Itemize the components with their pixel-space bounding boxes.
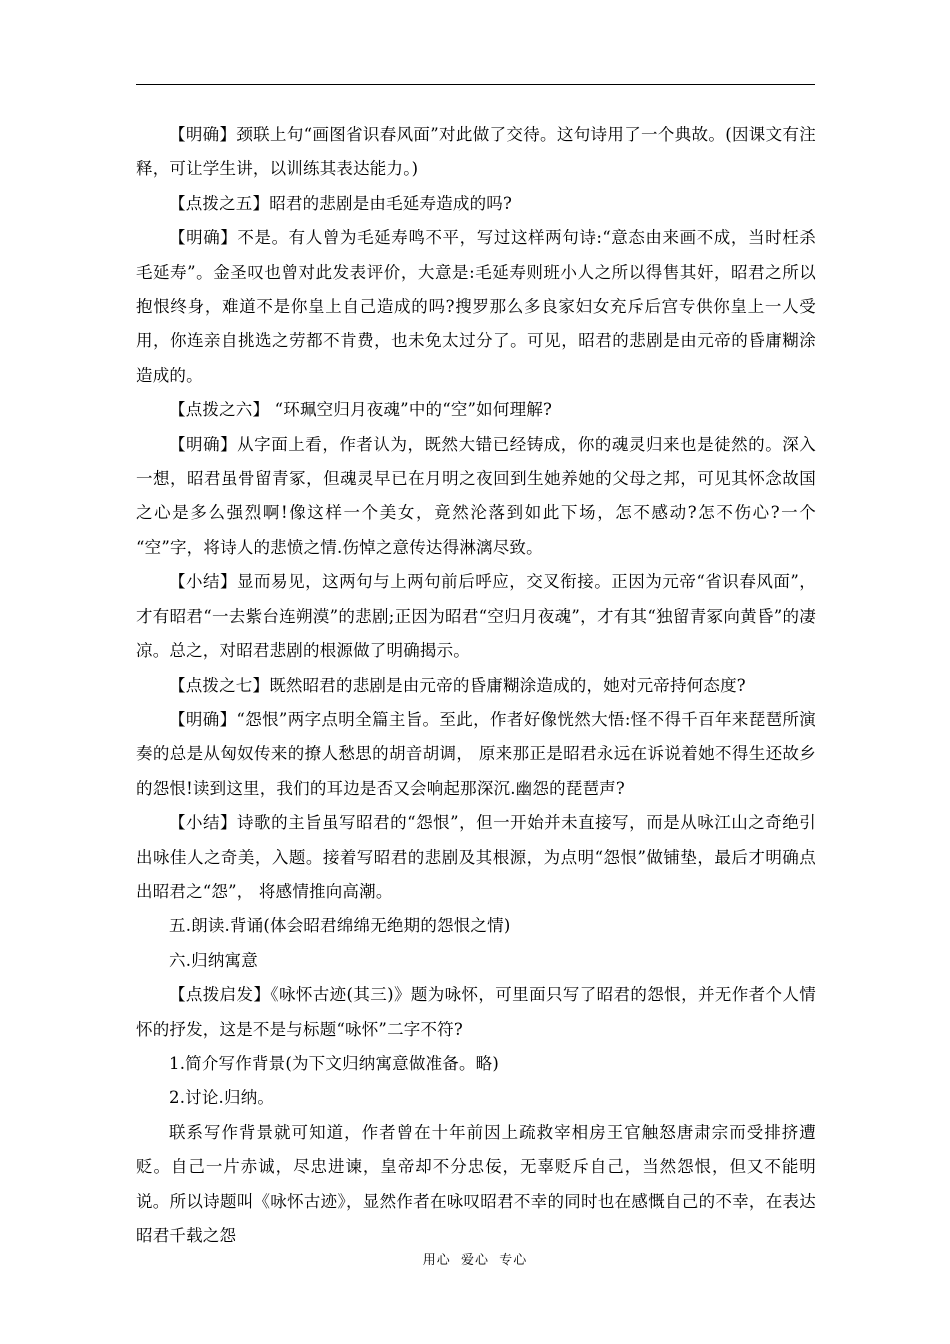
paragraph: 【点拨启发】《咏怀古迹(其三)》题为咏怀，可里面只写了昭君的怨恨，并无作者个人情怀的抒发，这是不是与标题“咏怀”二字不符? <box>136 985 816 1039</box>
paragraph: 【小结】诗歌的主旨虽写昭君的“怨恨”，但一开始并未直接写，而是从咏江山之奇绝引出咏佳人之奇美，入题。接着写昭君的悲剧及其根源，为点明“怨恨”做铺垫，最后才明确点出昭君之“怨”， 将感情推向高潮。 <box>136 813 816 901</box>
header-rule <box>136 84 815 85</box>
paragraph: 联系写作背景就可知道，作者曾在十年前因上疏救宰相房王官触怒唐肃宗而受排挤遭贬。自己一片赤诚，尽忠进谏，皇帝却不分忠佞，无辜贬斥自己，当然怨恨，但又不能明说。所以诗题叫《咏怀古迹》，显然作者在咏叹昭君不幸的同时也在感慨自己的不幸，在表达昭君千载之怨 <box>136 1122 816 1245</box>
paragraph: 【点拨之六】 “环珮空归月夜魂”中的“空”如何理解? <box>169 400 553 420</box>
paragraph: 【明确】“怨恨”两字点明全篇主旨。至此，作者好像恍然大悟:怪不得千百年来琵琶所演奏的总是从匈奴传来的撩人愁思的胡音胡调， 原来那正是昭君永远在诉说着她不得生还故乡的怨恨!读到这里，我们的耳边是否又会响起那深沉.幽怨的琵琶声? <box>136 709 816 798</box>
page-footer: 用心 爱心 专心 <box>422 1253 528 1268</box>
paragraph: 【点拨之七】既然昭君的悲剧是由元帝的昏庸糊涂造成的，她对元帝持何态度? <box>169 675 746 695</box>
list-item: 1.简介写作背景(为下文归纳寓意做准备。略) <box>169 1053 500 1073</box>
paragraph: 【点拨之五】昭君的悲剧是由毛延寿造成的吗? <box>169 193 513 213</box>
section-heading: 六.归纳寓意 <box>169 950 258 970</box>
paragraph: 【明确】不是。有人曾为毛延寿鸣不平，写过这样两句诗:“意态由来画不成，当时枉杀毛延寿”。金圣叹也曾对此发表评价，大意是:毛延寿则班小人之所以得售其奸，昭君之所以抱恨终身，难道不是你皇上自己造成的吗?搜罗那么多良家妇女充斥后宫专供你皇上一人受用，你连亲自挑选之劳都不肯费，也未免太过分了。可见，昭君的悲剧是由元帝的昏庸糊涂造成的。 <box>136 228 816 385</box>
section-heading: 五.朗读.背诵(体会昭君绵绵无绝期的怨恨之情) <box>169 916 511 936</box>
document-body <box>136 118 816 1253</box>
list-item: 2.讨论.归纳。 <box>169 1088 275 1108</box>
paragraph: 【明确】颈联上句“画图省识春风面”对此做了交待。这句诗用了一个典故。(因课文有注释，可让学生讲，以训练其表达能力。) <box>136 125 816 179</box>
paragraph: 【小结】显而易见，这两句与上两句前后呼应，交叉衔接。正因为元帝“省识春风面”，才有昭君“一去紫台连朔漠”的悲剧;正因为昭君“空归月夜魂”，才有其“独留青冢向黄昏”的凄凉。总之，对昭君悲剧的根源做了明确揭示。 <box>136 572 816 661</box>
paragraph: 【明确】从字面上看，作者认为，既然大错已经铸成，你的魂灵归来也是徒然的。深入一想，昭君虽骨留青冢，但魂灵早已在月明之夜回到生她养她的父母之邦，可见其怀念故国之心是多么强烈啊!像这样一个美女，竟然沦落到如此下场，怎不感动?怎不伤心?一个 “空”字，将诗人的悲愤之情.伤悼之意传达得淋漓尽致。 <box>136 434 816 557</box>
